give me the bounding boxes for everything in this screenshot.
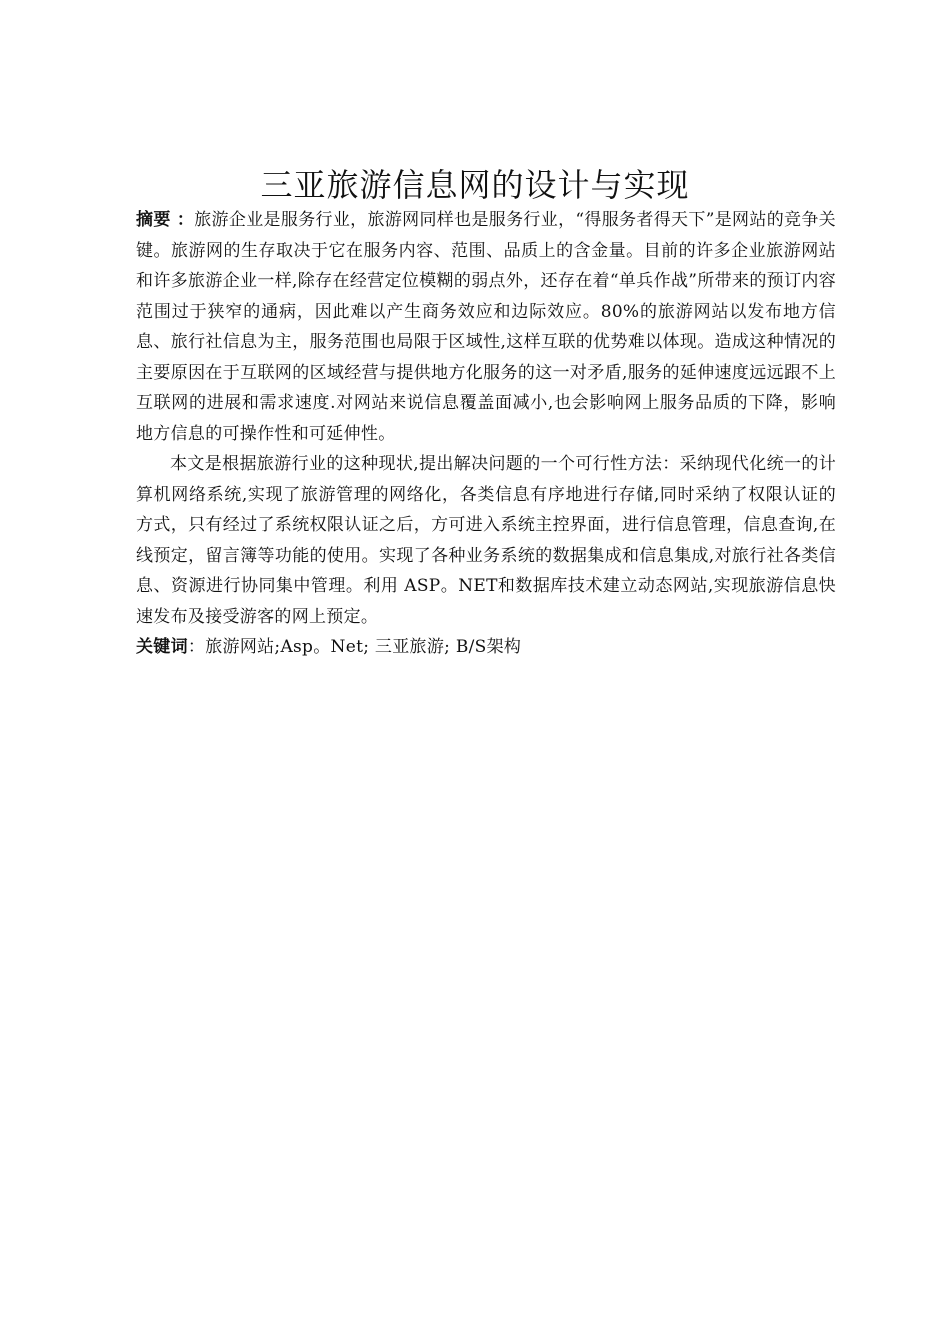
keywords-text: 旅游网站;Asp。Net; 三亚旅游; B/S架构 <box>205 637 522 657</box>
document-body <box>136 205 836 663</box>
abstract-paragraph <box>136 205 836 449</box>
abstract-separator: ： <box>170 210 195 230</box>
keywords-line <box>136 632 836 663</box>
body-paragraph: 本文是根据旅游行业的这种现状,提出解决问题的一个可行性方法：采纳现代化统一的计算机网络系统,实现了旅游管理的网络化，各类信息有序地进行存储,同时采纳了权限认证的方式，只有经过了系统权限认证之后，方可进入系统主控界面，进行信息管理，信息查询,在线预定，留言簿等功能的使用。实现了各种业务系统的数据集成和信息集成,对旅行社各类信息、资源进行协同集中管理。利用 ASP。NET和数据库技术建立动态网站,实现旅游信息快速发布及接受游客的网上预定。 <box>136 454 836 627</box>
page-title: 三亚旅游信息网的设计与实现 <box>260 166 690 205</box>
keywords-label: 关键词 <box>136 637 188 657</box>
abstract-text: 旅游企业是服务行业，旅游网同样也是服务行业，“得服务者得天下”是网站的竞争关键。旅游网的生存取决于它在服务内容、范围、品质上的含金量。目前的许多企业旅游网站和许多旅游企业一样,除存在经营定位模糊的弱点外，还存在着“单兵作战”所带来的预订内容范围过于狭窄的通病，因此难以产生商务效应和边际效应。80%的旅游网站以发布地方信息、旅行社信息为主，服务范围也局限于区域性,这样互联的优势难以体现。造成这种情况的主要原因在于互联网的区域经营与提供地方化服务的这一对矛盾,服务的延伸速度远远跟不上互联网的进展和需求速度.对网站来说信息覆盖面减小,也会影响网上服务品质的下降，影响地方信息的可操作性和可延伸性。 <box>136 210 836 444</box>
abstract-label: 摘要 <box>136 210 171 230</box>
keywords-separator: ： <box>187 637 206 657</box>
